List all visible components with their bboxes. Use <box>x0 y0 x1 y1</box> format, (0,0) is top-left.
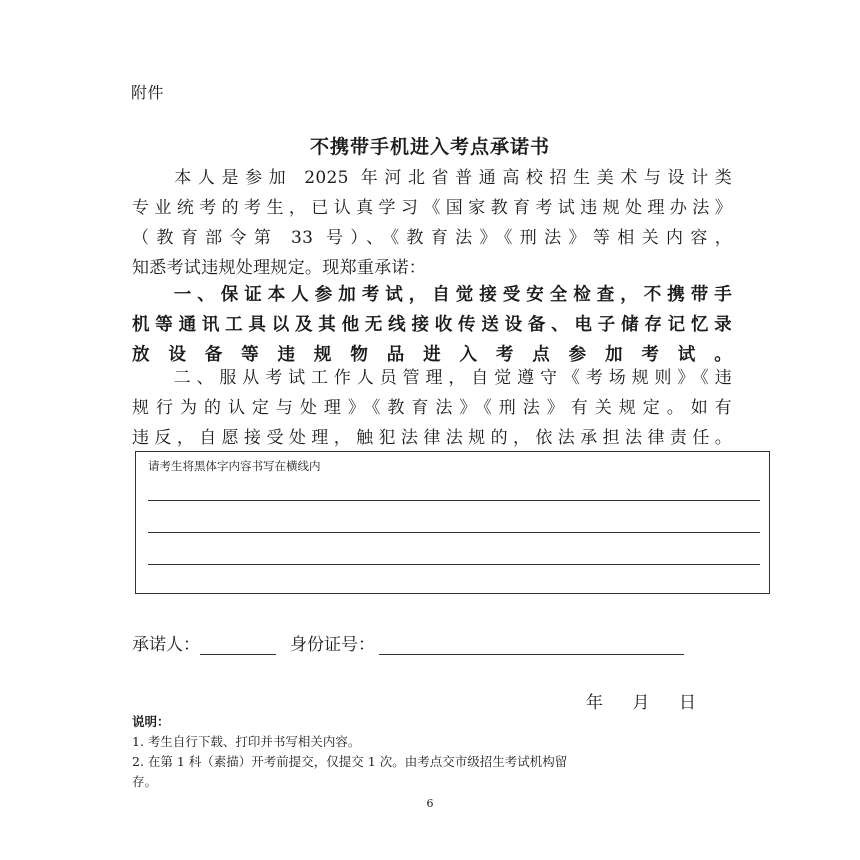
notes-item-2-line-1: 2. 在第 1 科（素描）开考前提交，仅提交 1 次。由考点交市级招生考试机构留 <box>132 754 568 769</box>
paragraph-line: （教育部令第 33 号）、《教育法》《刑法》等相关内容， <box>132 228 732 248</box>
date-row <box>586 688 696 713</box>
paragraph-line: 机等通讯工具以及其他无线接收传送设备、电子储存记忆录 <box>132 315 732 335</box>
attachment-label: 附件 <box>131 83 165 102</box>
paragraph-promise-one <box>132 280 732 370</box>
paragraph-line: 规行为的认定与处理》《教育法》《刑法》有关规定。如有 <box>132 398 732 418</box>
paragraph-line: 知悉考试违规处理规定。现郑重承诺： <box>132 258 427 278</box>
paragraph-line: 专业统考的考生，已认真学习《国家教育考试违规处理办法》 <box>132 198 732 218</box>
handwriting-box[interactable] <box>135 451 770 594</box>
paragraph-line: 一、保证本人参加考试，自觉接受安全检查，不携带手 <box>168 285 732 305</box>
notes-item-2-line-2: 存。 <box>132 774 158 789</box>
id-number-label: 身份证号： <box>290 635 375 655</box>
promisor-name-field[interactable] <box>200 636 276 655</box>
writing-line[interactable] <box>148 564 760 565</box>
date-day: 日 <box>679 693 696 713</box>
promisor-label: 承诺人： <box>132 635 200 655</box>
paragraph-line: 违反，自愿接受处理，触犯法律法规的，依法承担法律责任。 <box>132 428 732 448</box>
handwriting-box-label: 请考生将黑体字内容书写在横线内 <box>148 459 321 473</box>
writing-line[interactable] <box>148 500 760 501</box>
date-year: 年 <box>586 693 603 713</box>
date-month: 月 <box>632 693 650 713</box>
page-number: 6 <box>426 797 434 810</box>
paragraph-line: 放设备等违规物品进入考点参加考试。 <box>132 345 732 365</box>
notes-heading: 说明： <box>132 714 170 729</box>
paragraph-line: 二、服从考试工作人员管理，自觉遵守《考场规则》《违 <box>168 368 732 388</box>
writing-line[interactable] <box>148 532 760 533</box>
signature-row <box>132 630 684 655</box>
paragraph-line: 本人是参加 2025 年河北省普通高校招生美术与设计类 <box>168 168 732 188</box>
notes-item-1: 1. 考生自行下载、打印并书写相关内容。 <box>132 734 361 749</box>
page-title: 不携带手机进入考点承诺书 <box>309 136 550 158</box>
id-number-field[interactable] <box>379 636 684 655</box>
notes-section <box>132 712 732 792</box>
paragraph-intro <box>132 163 732 283</box>
paragraph-promise-two <box>132 363 732 453</box>
